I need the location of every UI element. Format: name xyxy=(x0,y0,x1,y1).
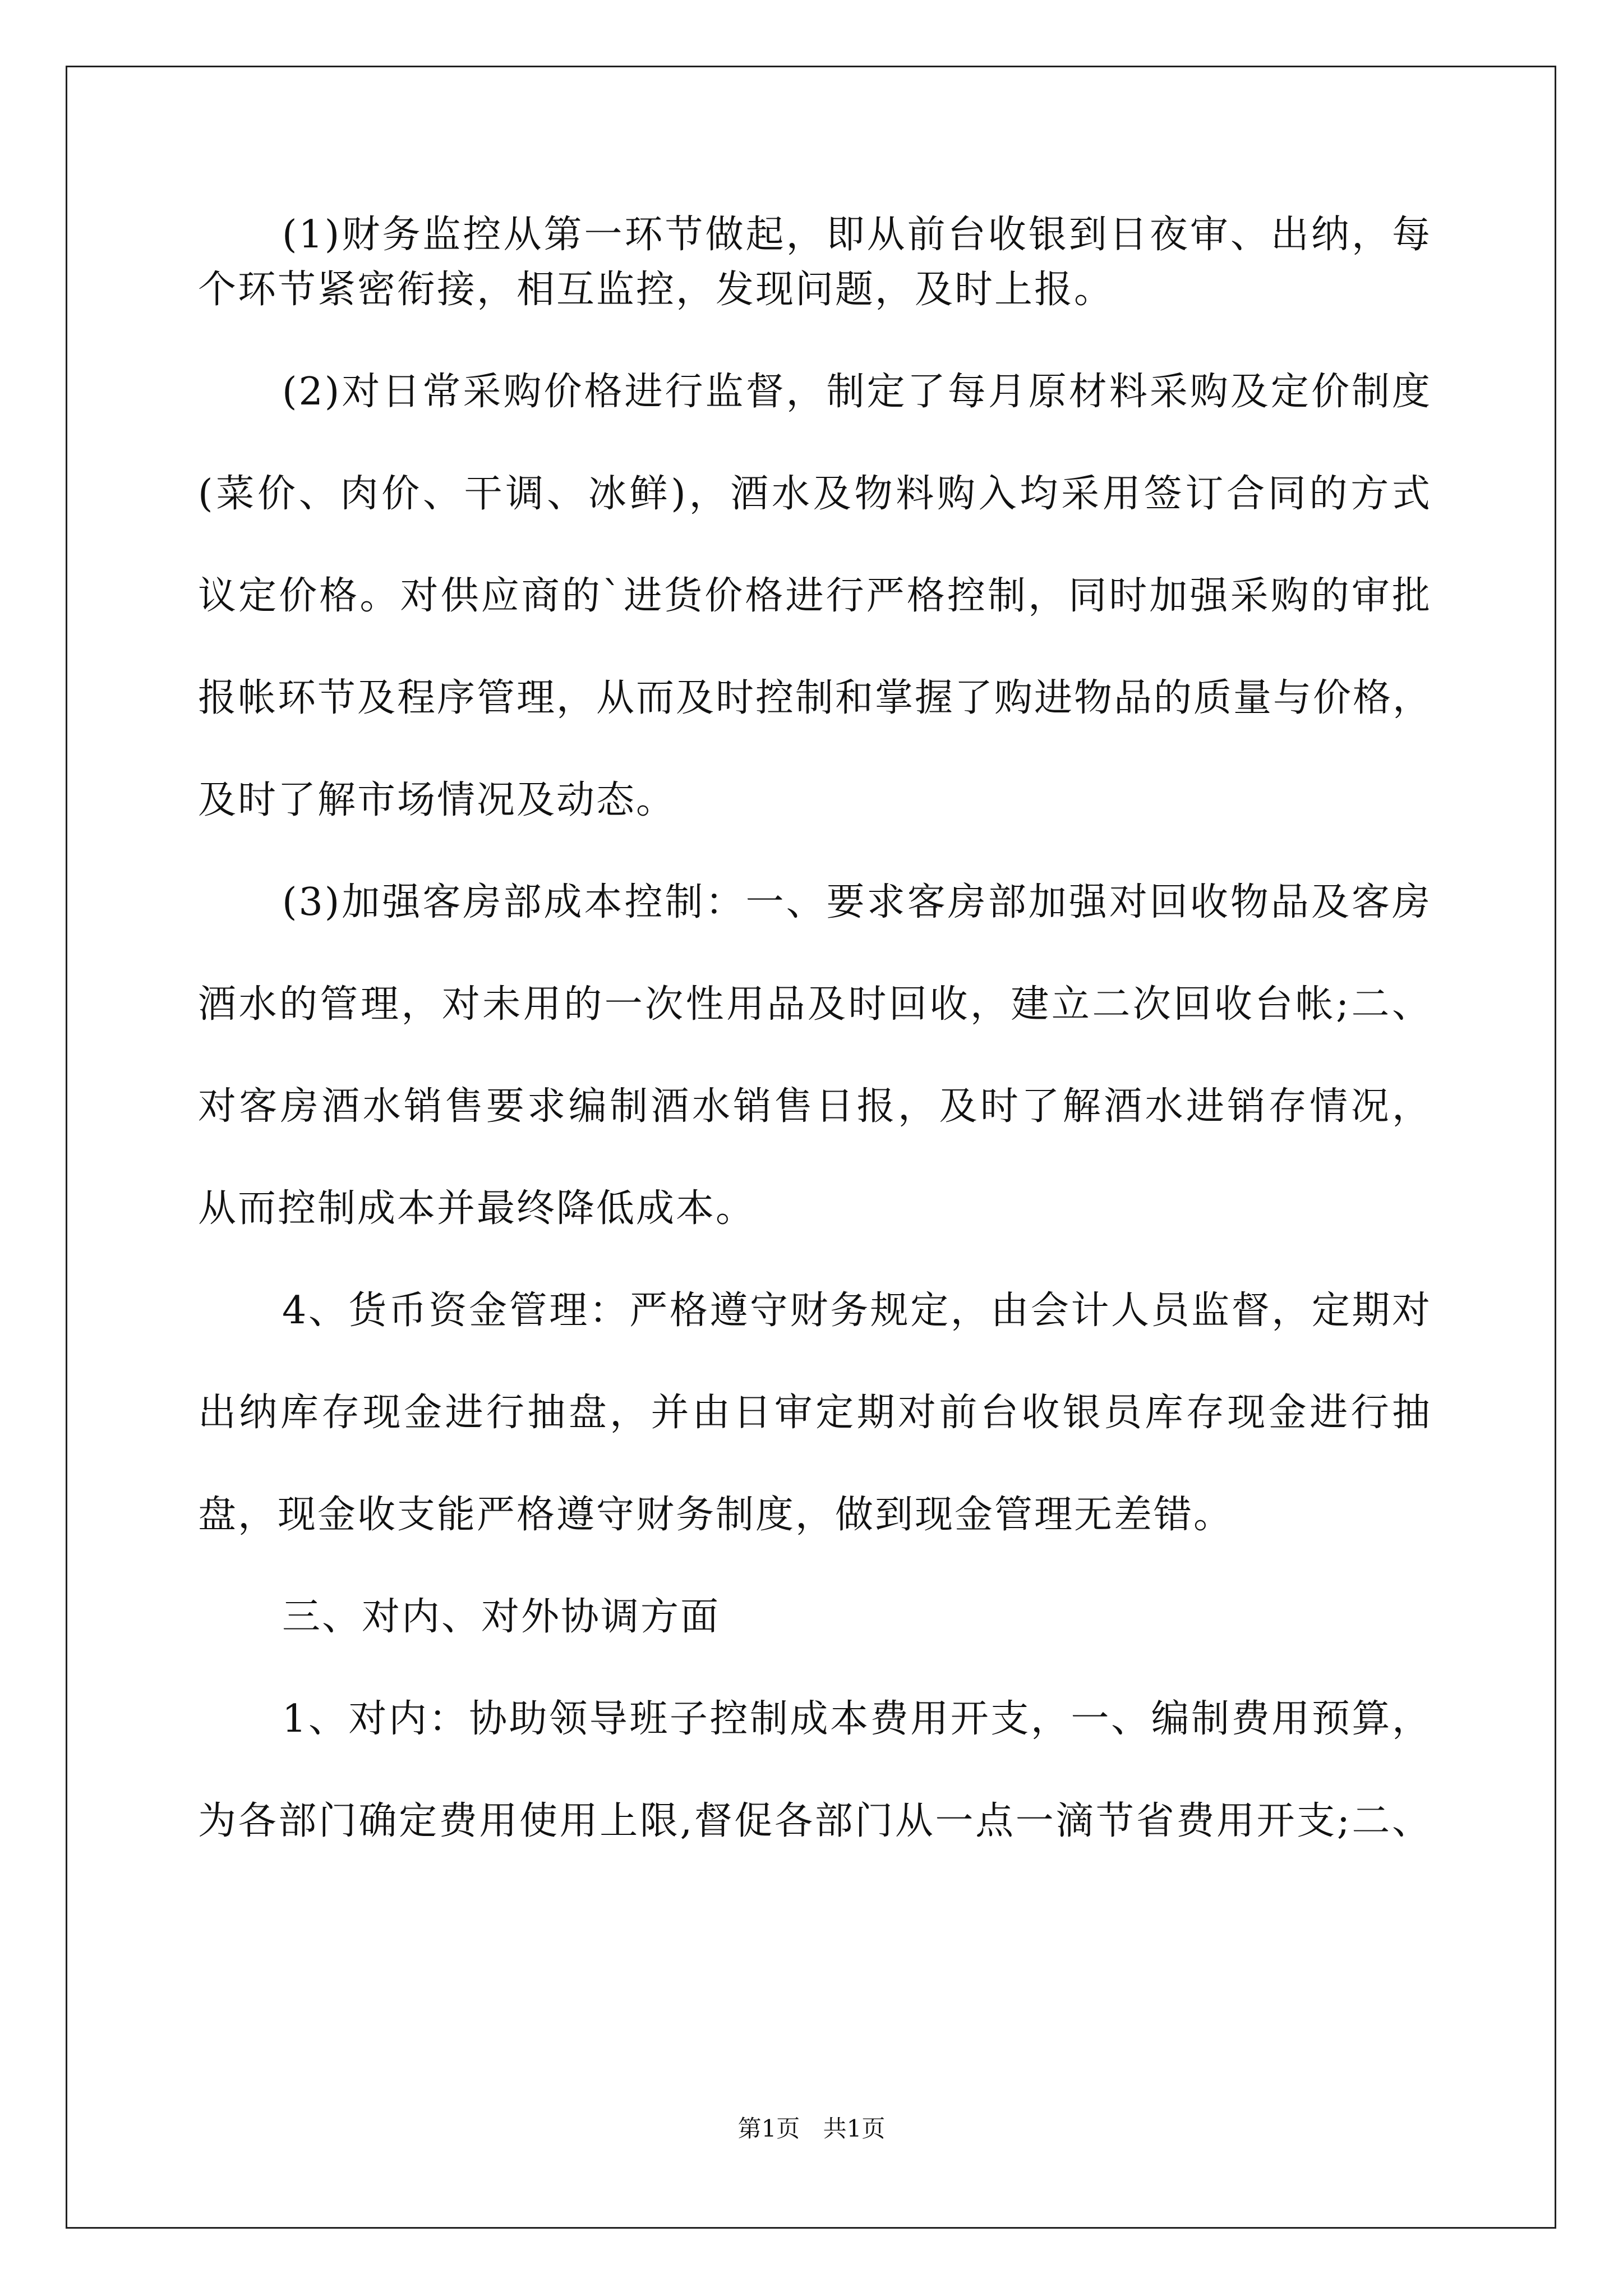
text-line: 1、对内：协助领导班子控制成本费用开支，一、编制费用预算， xyxy=(282,1697,1432,1741)
text-line: 出纳库存现金进行抽盘，并由日审定期对前台收银员库存现金进行抽 xyxy=(198,1391,1432,1435)
text-line: 个环节紧密衔接，相互监控，发现问题，及时上报。 xyxy=(198,268,1114,312)
text-line: 报帐环节及程序管理，从而及时控制和掌握了购进物品的质量与价格， xyxy=(198,676,1433,720)
paragraph-6 xyxy=(198,1692,1432,1849)
page-total: 共1页 xyxy=(823,2115,886,2142)
paragraph-1 xyxy=(198,208,1432,318)
text-line: 从而控制成本并最终降低成本。 xyxy=(198,1186,756,1231)
text-line: 为各部门确定费用使用上限,督促各部门从一点一滴节省费用开支;二、 xyxy=(198,1799,1432,1843)
page-number: 第1页 xyxy=(737,2115,800,2142)
text-line: 议定价格。对供应商的`进货价格进行严格控制，同时加强采购的审批 xyxy=(198,574,1432,618)
text-line: (菜价、肉价、干调、冰鲜)，酒水及物料购入均采用签订合同的方式 xyxy=(198,472,1432,516)
text-line: 对客房酒水销售要求编制酒水销售日报，及时了解酒水进销存情况， xyxy=(198,1084,1432,1129)
heading-text: 三、对内、对外协调方面 xyxy=(282,1595,721,1639)
text-line: (3)加强客房部成本控制：一、要求客房部加强对回收物品及客房 xyxy=(282,880,1432,924)
text-line: 酒水的管理，对未用的一次性用品及时回收，建立二次回收台帐;二、 xyxy=(198,982,1432,1027)
paragraph-3 xyxy=(198,875,1432,1236)
page-footer xyxy=(0,2112,1623,2146)
paragraph-4 xyxy=(198,1283,1432,1543)
text-line: (2)对日常采购价格进行监督，制定了每月原材料采购及定价制度 xyxy=(282,370,1432,414)
paragraph-2 xyxy=(198,365,1432,828)
text-line: 4、货币资金管理：严格遵守财务规定，由会计人员监督，定期对 xyxy=(282,1289,1432,1333)
text-line: (1)财务监控从第一环节做起，即从前台收银到日夜审、出纳，每 xyxy=(282,213,1432,257)
section-heading xyxy=(198,1590,1432,1645)
text-line: 及时了解市场情况及动态。 xyxy=(198,778,676,822)
document-body xyxy=(198,208,1432,1849)
text-line: 盘，现金收支能严格遵守财务制度，做到现金管理无差错。 xyxy=(198,1493,1234,1537)
